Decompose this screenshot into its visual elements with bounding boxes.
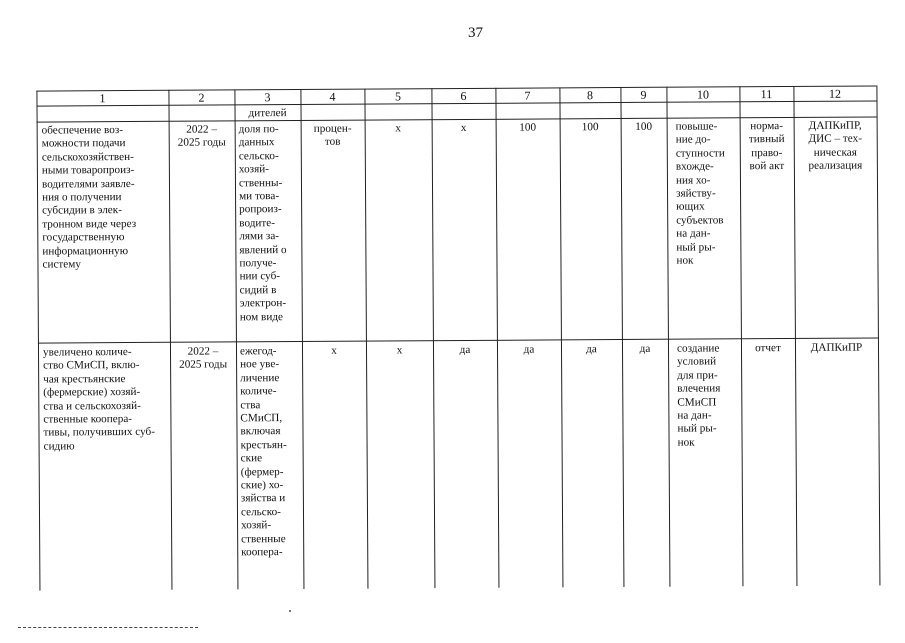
row2-col9: да (639, 342, 651, 355)
row2-col4: х (331, 344, 337, 357)
col-border-1 (168, 90, 172, 590)
scan-line (18, 627, 198, 628)
page-number: 37 (468, 25, 483, 41)
row1-col3: доля по- данных сельско- хозяй- ственны- ми това- ропроиз- водите- лями за- явлений о получе- нии суб- сидий в электрон- ном виде (238, 123, 287, 324)
row2-col11: отчет (755, 342, 781, 355)
col-border-8 (620, 87, 624, 587)
col-border-6 (495, 88, 499, 588)
row1-col10: повыше- ние до- ступности вхожде- ния хо- зяйству- ющих субъектов на дан- ный ры- нок (675, 120, 725, 267)
row1-col1: обеспечение воз- можности подачи сельскохозяйствен- ными товаропроиз- водителями заявле- ния о получении субсидии в элек- тронном виде через государственную информационную систему (41, 124, 137, 271)
row1-col11: норма- тивный право- вой акт (748, 120, 785, 173)
row1-col5: х (395, 122, 401, 135)
header-col-2: 2 (198, 90, 205, 105)
row2-col10: создание условий для при- влечения СМиСП на дан- ный ры- нок (676, 342, 721, 449)
header-col-1: 1 (99, 91, 106, 106)
scan-speck (289, 610, 291, 612)
col-border-5 (431, 88, 435, 588)
col-border-9 (666, 87, 670, 587)
row2-col8: да (586, 343, 597, 356)
header-col-12: 12 (828, 86, 841, 101)
col-border-7 (559, 87, 563, 587)
row2-col12: ДАПКиПР (810, 341, 863, 354)
header-col-4: 4 (329, 89, 336, 104)
carryover-text: дителей (248, 107, 287, 120)
row1-col9: 100 (635, 120, 653, 133)
row2-col2: 2022 – 2025 годы (179, 345, 228, 372)
header-col-11: 11 (760, 87, 773, 102)
row2-col7: да (523, 343, 535, 356)
row2-col1: увеличено количе- ство СМиСП, вклю- чая крестьянские (фермерские) хозяй- ства и сельскохозяй- ственные коопера- тивы, получивших суб- сидию (42, 346, 155, 453)
row1-col8: 100 (581, 121, 599, 134)
header-col-3: 3 (264, 90, 271, 105)
header-col-8: 8 (586, 88, 593, 103)
header-col-6: 6 (460, 88, 467, 103)
row2-col5: х (396, 344, 403, 357)
row1-col12: ДАПКиПР, ДИС – тех- ническая реализация (808, 119, 863, 173)
header-col-7: 7 (524, 88, 531, 103)
col-border-12 (876, 85, 880, 585)
header-col-5: 5 (394, 89, 401, 104)
row1-col7: 100 (519, 121, 537, 134)
row1-col6: х (460, 121, 467, 134)
row1-col2: 2022 – 2025 годы (177, 123, 226, 150)
header-col-10: 10 (696, 87, 709, 102)
row1-col4: процен- тов (313, 122, 352, 149)
col-border-4 (364, 89, 368, 589)
col-border-2 (234, 89, 238, 589)
col-border-0 (36, 91, 40, 591)
header-col-9: 9 (640, 87, 647, 102)
row2-col6: да (459, 343, 471, 357)
row2-col3: ежегод- ное уве- личение количе- ства СМиСП, включая крестьян- ские (фермер- ские) хо- зяйства и сельско- хозяй- ственные коопера- (239, 345, 287, 559)
